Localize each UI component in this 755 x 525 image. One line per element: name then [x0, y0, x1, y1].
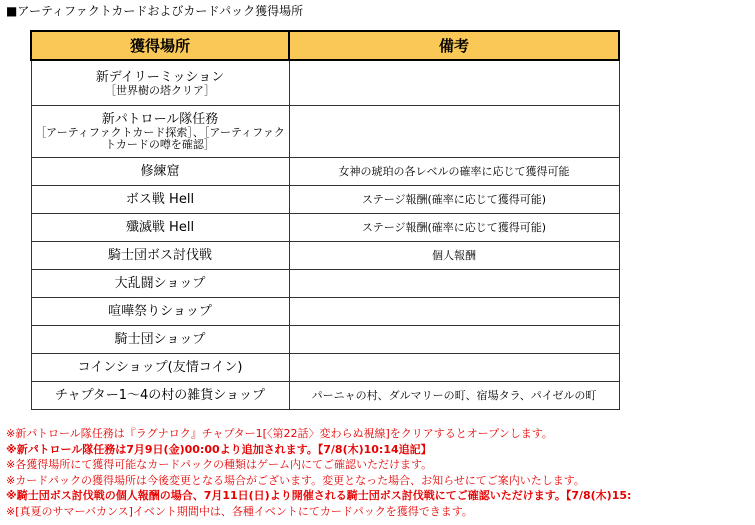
notes-block: [6, 426, 755, 519]
acquisition-table: [30, 30, 620, 410]
place-name: 新デイリーミッション: [95, 69, 225, 85]
table-row: [31, 270, 619, 298]
remarks-cell: [289, 298, 619, 326]
place-condition: ［世界樹の塔クリア］: [105, 83, 215, 97]
table-row: [31, 382, 619, 410]
note-line: ※新パトロール隊任務は『ラグナロク』チャプター1[〈第22話〉変わらぬ視線]をクリアするとオープンします。: [6, 427, 553, 440]
place-cell: 騎士団ショップ: [31, 326, 289, 354]
table-row: [31, 106, 619, 158]
remarks-cell: [289, 326, 619, 354]
table-row: [31, 298, 619, 326]
table-row: [31, 242, 619, 270]
remarks-cell: [289, 354, 619, 382]
table-row: [31, 214, 619, 242]
note-line: ※新パトロール隊任務は7月9日(金)00:00より追加されます。【7/8(木)10:14追記】: [6, 442, 432, 456]
remarks-cell: [289, 270, 619, 298]
table-row: [31, 60, 619, 106]
place-name: 新パトロール隊任務: [101, 112, 219, 127]
place-cell: ボス戦 Hell: [31, 186, 289, 214]
table-row: [31, 354, 619, 382]
remarks-cell: [289, 60, 619, 106]
remarks-cell: [289, 106, 619, 158]
remarks-cell: パーニャの村、ダルマリーの町、宿場タラ、パイゼルの町: [289, 382, 619, 410]
note-line: ※騎士団ボス討伐戦の個人報酬の場合、7月11日(日)より開催される騎士団ボス討伐戦にてご確認いただけます。【7/8(木)15:: [6, 489, 632, 502]
remarks-cell: ステージ報酬(確率に応じて獲得可能): [289, 214, 619, 242]
place-cell: [31, 60, 289, 106]
place-cell: コインショップ(友情コイン): [31, 354, 289, 382]
place-cell: チャプター1〜4の村の雑貨ショップ: [31, 382, 289, 410]
section-heading: ■アーティファクトカードおよびカードパック獲得場所: [6, 4, 304, 18]
note-line: ※各獲得場所にて獲得可能なカードパックの種類はゲーム内にてご確認いただけます。: [6, 458, 433, 471]
place-cell: 大乱闘ショップ: [31, 270, 289, 298]
place-cell: 殲滅戦 Hell: [31, 214, 289, 242]
remarks-cell: 個人報酬: [289, 242, 619, 270]
place-cell: 喧嘩祭りショップ: [31, 298, 289, 326]
note-line: ※カードパックの獲得場所は今後変更となる場合がございます。変更となった場合、お知らせにてご案内いたします。: [6, 473, 585, 487]
header-acquisition-place: 獲得場所: [31, 31, 289, 60]
place-condition: ［アーティファクトカード探索］、［アーティファクトカードの噂を確認］: [35, 126, 285, 151]
remarks-cell: 女神の琥珀の各レベルの確率に応じて獲得可能: [289, 158, 619, 186]
note-line: ※[真夏のサマーバカンス]イベント期間中は、各種イベントにてカードパックを獲得できます。: [6, 504, 473, 518]
place-cell: 修練窟: [31, 158, 289, 186]
table-row: [31, 158, 619, 186]
table-header-row: [31, 31, 619, 60]
place-cell: [31, 106, 289, 158]
table-row: [31, 186, 619, 214]
header-remarks: 備考: [289, 31, 619, 60]
remarks-cell: ステージ報酬(確率に応じて獲得可能): [289, 186, 619, 214]
table-row: [31, 326, 619, 354]
place-cell: 騎士団ボス討伐戦: [31, 242, 289, 270]
